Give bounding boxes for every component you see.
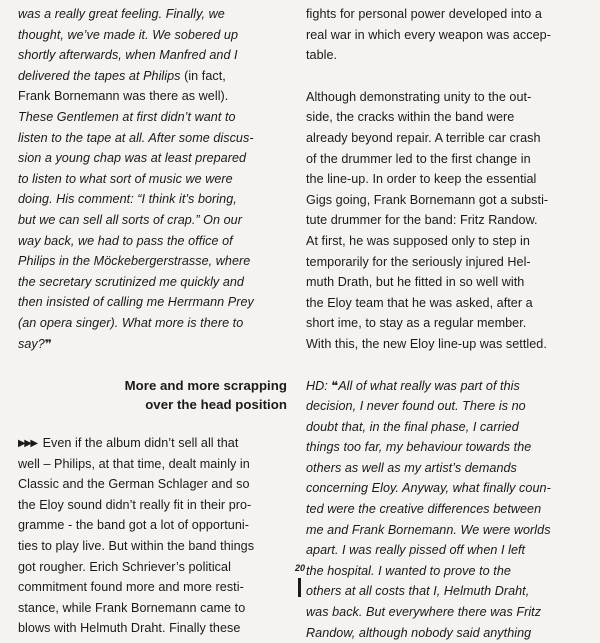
text-line: short ime, to stay as a regular member. [306,313,588,334]
text-line: was a really great feeling. Finally, we [18,4,290,25]
text-line: got rougher. Erich Schriever’s political [18,557,290,578]
text-line: of the drummer led to the first change in [306,149,588,170]
text-line: way back, we had to pass the office of [18,231,290,252]
text-line: shortly afterwards, when Manfred and I [18,45,290,66]
text-line: Although demonstrating unity to the out- [306,87,588,108]
text-line: stance, while Frank Bornemann came to [18,598,290,619]
text-line [18,433,290,454]
body-paragraph [306,87,588,355]
text-segment: delivered the tapes at Philips [18,69,181,83]
text-line: was back. But everywhere there was Fritz [306,602,588,623]
text-line: ted were the creative differences between [306,499,588,520]
text-line [18,334,290,355]
text-line: decision, I never found out. There is no [306,396,588,417]
text-line: Gigs going, Frank Bornemann got a substi- [306,190,588,211]
text-line: These Gentlemen at first didn’t want to [18,107,290,128]
text-line: ties to play live. But within the band things [18,536,290,557]
text-line: well – Philips, at that time, dealt mainly in [18,454,290,475]
text-segment: say? [18,337,45,351]
text-line: At first, he was supposed only to step in [306,231,588,252]
left-column [18,4,290,639]
text-line: tute drummer for the band: Fritz Randow. [306,210,588,231]
text-line: the secretary scrutinized me quickly and [18,272,290,293]
text-line: but we can sell all sorts of crap.” On our [18,210,290,231]
text-line: me and Frank Bornemann. We were worlds [306,520,588,541]
text-segment: Even if the album didn’t sell all that [43,436,239,450]
text-line: the hospital. I wanted to prove to the [306,561,588,582]
text-line: the Eloy sound didn’t really fit in their pro- [18,495,290,516]
text-line: doing. His comment: “I think it’s boring, [18,189,290,210]
text-line: table. [306,45,588,66]
text-line: doubt that, in the final phase, I carried [306,417,588,438]
quote-paragraph [18,4,290,354]
section-heading [18,376,290,414]
text-line: real war in which every weapon was accep- [306,25,588,46]
text-line: the line-up. In order to keep the essential [306,169,588,190]
text-line: listen to the tape at all. After some discus- [18,128,290,149]
heading-line: More and more scrapping [18,376,287,395]
body-paragraph [18,433,290,639]
text-line: then insisted of calling me Herrmann Prey [18,292,290,313]
text-line: side, the cracks within the band were [306,107,588,128]
text-segment: (in fact, [181,69,226,83]
text-line: temporarily for the seriously injured Hel- [306,252,588,273]
text-line: others at all costs that I, Helmuth Draht, [306,581,588,602]
quote-paragraph [306,376,588,643]
text-line: With this, the new Eloy line-up was settled. [306,334,588,355]
text-line: apart. I was really pissed off when I left [306,540,588,561]
page-number: 20 [0,563,600,573]
text-line: thought, we’ve made it. We sobered up [18,25,290,46]
text-line: muth Drath, but he fitted in so well with [306,272,588,293]
text-line: concerning Eloy. Anyway, what finally coun- [306,478,588,499]
body-paragraph [306,4,588,66]
text-line: things too far, my behaviour towards the [306,437,588,458]
heading-line: over the head position [18,395,287,414]
text-line: HD: ❝All of what really was part of this [306,376,588,397]
text-line: blows with Helmuth Draht. Finally these [18,618,290,639]
text-line: Classic and the German Schlager and so [18,474,290,495]
text-line: Philips in the Möckebergerstrasse, where [18,251,290,272]
arrow-marker-icon: ▶▶▶ [18,438,37,449]
text-line: Randow, although nobody said anything [306,623,588,643]
text-line: to listen to what sort of music we were [18,169,290,190]
text-line: commitment found more and more resti- [18,577,290,598]
text-line: the Eloy team that he was asked, after a [306,293,588,314]
text-line: others as well as my artist’s demands [306,458,588,479]
text-line: fights for personal power developed into a [306,4,588,25]
text-line: sion a young chap was at least prepared [18,148,290,169]
text-line: Frank Bornemann was there as well). [18,86,290,107]
text-line: already beyond repair. A terrible car crash [306,128,588,149]
text-line: (an opera singer). What more is there to [18,313,290,334]
close-quote-icon: ❞ [45,337,52,351]
text-line: gramme - the band got a lot of opportuni- [18,515,290,536]
page-rule-divider [298,578,301,597]
right-column [306,4,588,643]
text-line [18,66,290,87]
